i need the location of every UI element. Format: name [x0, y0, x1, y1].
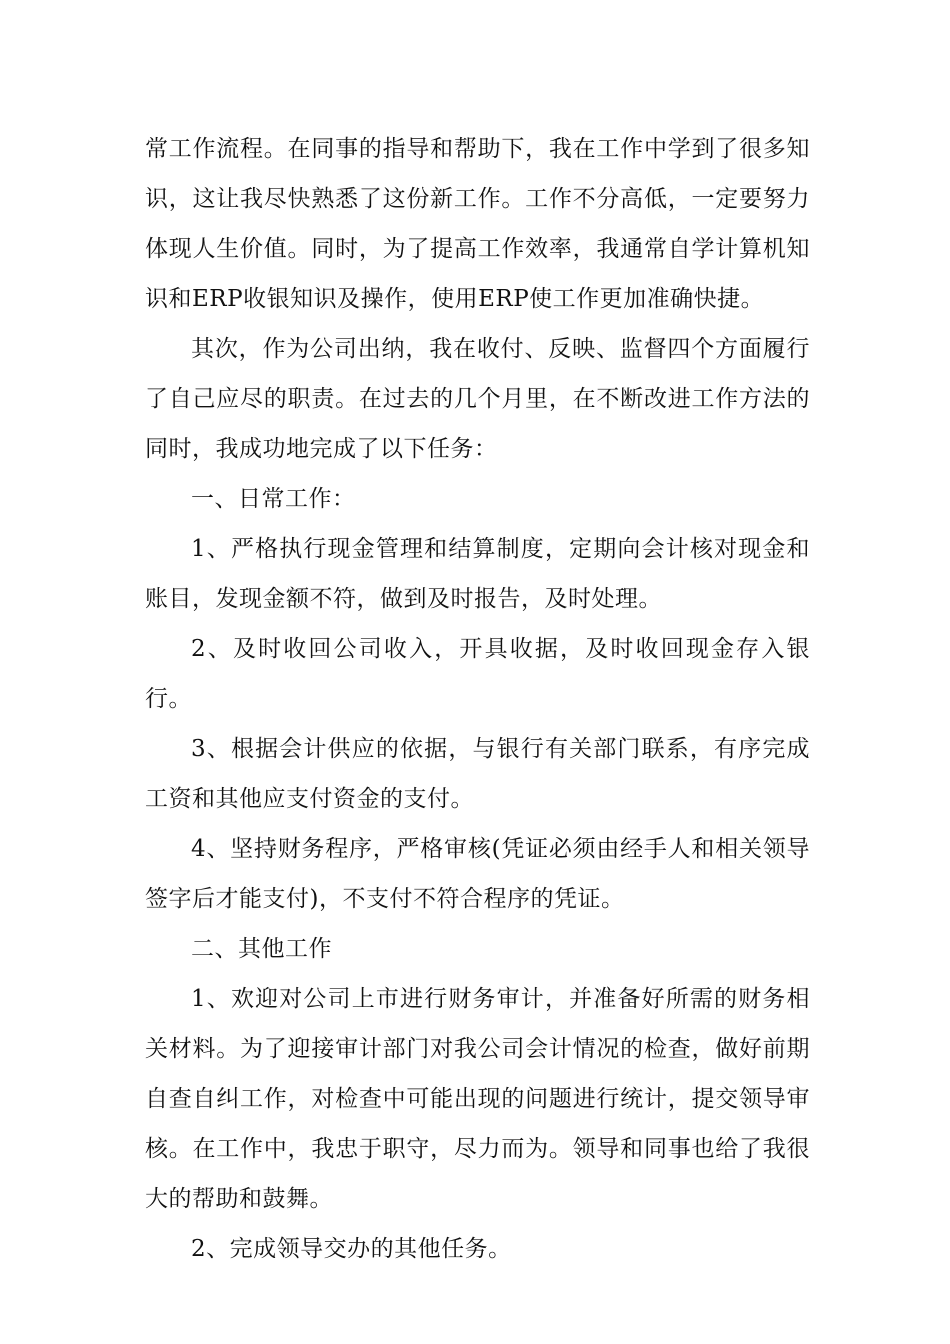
- list-item-daily-4: 4、坚持财务程序，严格审核(凭证必须由经手人和相关领导签字后才能支付)，不支付不符合程序的凭证。: [145, 836, 810, 912]
- list-item-daily-3: 3、根据会计供应的依据，与银行有关部门联系，有序完成工资和其他应支付资金的支付。: [145, 736, 810, 812]
- section-heading-daily-work: 一、日常工作：: [191, 486, 356, 512]
- list-item-daily-2: 2、及时收回公司收入，开具收据，及时收回现金存入银行。: [145, 636, 810, 712]
- paragraph-cashier-duties: 其次，作为公司出纳，我在收付、反映、监督四个方面履行了自己应尽的职责。在过去的几个月里，在不断改进工作方法的同时，我成功地完成了以下任务：: [145, 336, 810, 462]
- list-item-other-1: 1、欢迎对公司上市进行财务审计，并准备好所需的财务相关材料。为了迎接审计部门对我公司会计情况的检查，做好前期自查自纠工作，对检查中可能出现的问题进行统计，提交领导审核。在工作中，我忠于职守，尽力而为。领导和同事也给了我很大的帮助和鼓舞。: [145, 986, 810, 1212]
- paragraph-work-process: 常工作流程。在同事的指导和帮助下，我在工作中学到了很多知识，这让我尽快熟悉了这份新工作。工作不分高低，一定要努力体现人生价值。同时，为了提高工作效率，我通常自学计算机知识和ERP收银知识及操作，使用ERP使工作更加准确快捷。: [145, 136, 810, 312]
- document-body: [145, 124, 810, 1274]
- section-heading-other-work: 二、其他工作: [191, 936, 332, 962]
- list-item-daily-1: 1、严格执行现金管理和结算制度，定期向会计核对现金和账目，发现金额不符，做到及时报告，及时处理。: [145, 536, 810, 612]
- list-item-other-2: 2、完成领导交办的其他任务。: [191, 1236, 512, 1262]
